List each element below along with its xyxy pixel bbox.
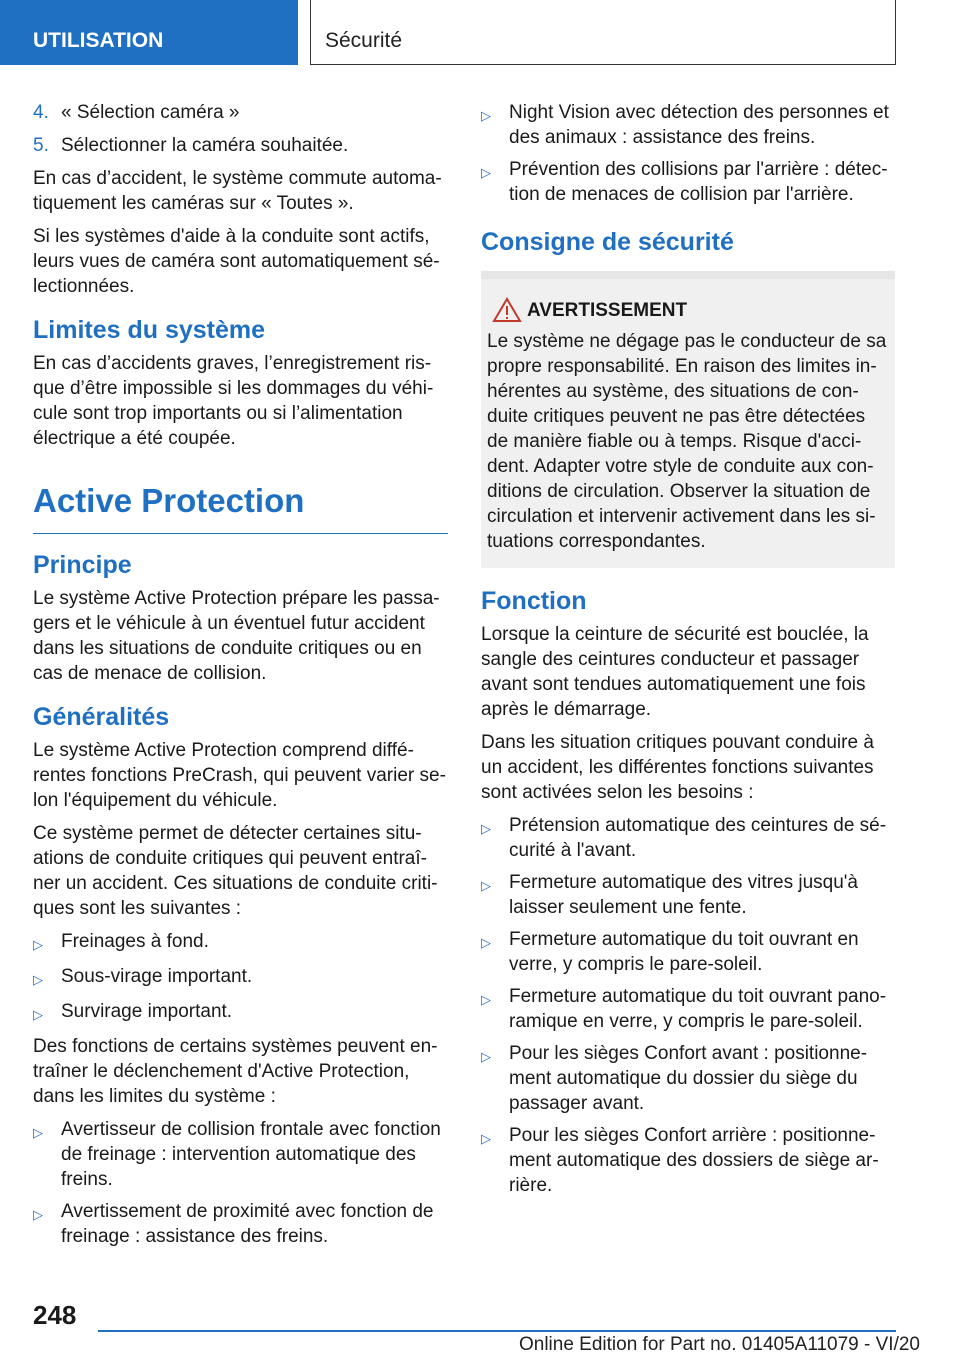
footer-rule (98, 1330, 896, 1332)
paragraph: En cas d’accident, le système commute automatiquement les caméras sur « Toutes ». (33, 168, 442, 214)
triangle-bullet-icon: ▷ (481, 878, 491, 893)
triangle-bullet-icon: ▷ (33, 1125, 43, 1140)
triangle-bullet-icon: ▷ (481, 108, 491, 123)
step-5: 5. Sélectionner la caméra souhaitée. (33, 135, 349, 156)
left-column (33, 100, 448, 1256)
triangle-bullet-icon: ▷ (33, 972, 43, 987)
triangle-bullet-icon: ▷ (481, 992, 491, 1007)
paragraph: Dans les situation critiques pouvant conduire à un accident, les différentes fonctions suivantes sont activées selon les besoins : (481, 732, 874, 803)
triangle-bullet-icon: ▷ (33, 1207, 43, 1222)
warning-text: Le système ne dégage pas le conducteur de sa propre responsabilité. En raison des limites inhérentes au système, des situations de conduite critiques peuvent ne pas être détectées de manière fiable ou à temps. Risque d'accident. Adapter votre style de conduite aux conditions de circulation. Observer la situation de circulation et intervenir activement dans les situations correspondantes. (487, 331, 887, 552)
list-item: ▷ Freinages à fond. (33, 929, 448, 957)
heading-generalites: Généralités (33, 703, 170, 731)
paragraph: Le système Active Protection prépare les passagers et le véhicule à un éventuel futur accident dans les situations de conduite critiques ou en cas de menace de collision. (33, 588, 440, 684)
warning-triangle-icon (487, 297, 527, 323)
right-column (481, 100, 895, 1205)
triangle-bullet-icon: ▷ (33, 1007, 43, 1022)
heading-limites: Limites du système (33, 316, 266, 344)
systems-list-continued (481, 100, 895, 207)
section-tab: UTILISATION (0, 0, 298, 65)
functions-list (481, 813, 895, 1198)
list-item: ▷ Fermeture automatique des vitres jusqu'à laisser seulement une fente. (481, 872, 858, 918)
paragraph: Si les systèmes d'aide à la conduite sont actifs, leurs vues de caméra sont automatiquement sélectionnées. (33, 226, 440, 297)
page-number: 248 (33, 1300, 77, 1330)
situations-list (33, 929, 448, 1027)
heading-fonction: Fonction (481, 587, 587, 615)
chapter-title: Sécurité (310, 0, 896, 65)
heading-active-protection: Active Protection (33, 481, 448, 534)
systems-list (33, 1117, 448, 1249)
paragraph: Des fonctions de certains systèmes peuvent entraîner le déclenchement d'Active Protection, dans les limites du système : (33, 1036, 438, 1107)
list-item: ▷ Survirage important. (33, 999, 448, 1027)
list-item: ▷ Avertissement de proximité avec fonction de freinage : assistance des freins. (33, 1201, 434, 1247)
triangle-bullet-icon: ▷ (481, 1049, 491, 1064)
triangle-bullet-icon: ▷ (33, 937, 43, 952)
list-item: ▷ Prétension automatique des ceintures de sécurité à l'avant. (481, 815, 887, 861)
paragraph: Lorsque la ceinture de sécurité est bouclée, la sangle des ceintures conducteur et passager avant sont tendues automatiquement une fois après le démarrage. (481, 624, 869, 720)
step-4: 4. « Sélection caméra » (33, 102, 240, 123)
paragraph: En cas d’accidents graves, l’enregistrement risque d’être impossible si les dommages du véhicule sont trop importants ou si l’alimentation électrique a été coupée. (33, 353, 434, 449)
divider (481, 271, 895, 279)
paragraph: Le système Active Protection comprend différentes fonctions PreCrash, qui peuvent varier selon l'équipement du véhicule. (33, 740, 446, 811)
warning-box (481, 279, 895, 568)
list-item: ▷ Fermeture automatique du toit ouvrant en verre, y compris le pare-soleil. (481, 929, 859, 975)
list-item: ▷ Fermeture automatique du toit ouvrant panoramique en verre, y compris le pare-soleil. (481, 986, 887, 1032)
list-item: ▷ Pour les sièges Confort arrière : positionnement automatique des dossiers de siège arrière. (481, 1125, 879, 1196)
warning-header (487, 297, 889, 323)
list-item: ▷ Pour les sièges Confort avant : positionnement automatique du dossier du siège du passager avant. (481, 1043, 868, 1114)
edition-text: Online Edition for Part no. 01405A11079 - VI/20 (518, 1334, 920, 1355)
list-item: ▷ Avertisseur de collision frontale avec fonction de freinage : intervention automatique des freins. (33, 1119, 441, 1190)
list-item: ▷ Sous-virage important. (33, 964, 448, 992)
triangle-bullet-icon: ▷ (481, 165, 491, 180)
heading-consigne: Consigne de sécurité (481, 228, 734, 256)
heading-principe: Principe (33, 551, 132, 579)
triangle-bullet-icon: ▷ (481, 821, 491, 836)
warning-label: AVERTISSEMENT (527, 299, 688, 321)
list-item: ▷ Prévention des collisions par l'arrière : détection de menaces de collision par l'arrière. (481, 159, 888, 205)
list-item: ▷ Night Vision avec détection des personnes et des animaux : assistance des freins. (481, 102, 889, 148)
triangle-bullet-icon: ▷ (481, 1131, 491, 1146)
triangle-bullet-icon: ▷ (481, 935, 491, 950)
paragraph: Ce système permet de détecter certaines situations de conduite critiques qui peuvent entraîner un accident. Ces situations de conduite critiques sont les suivantes : (33, 823, 438, 919)
